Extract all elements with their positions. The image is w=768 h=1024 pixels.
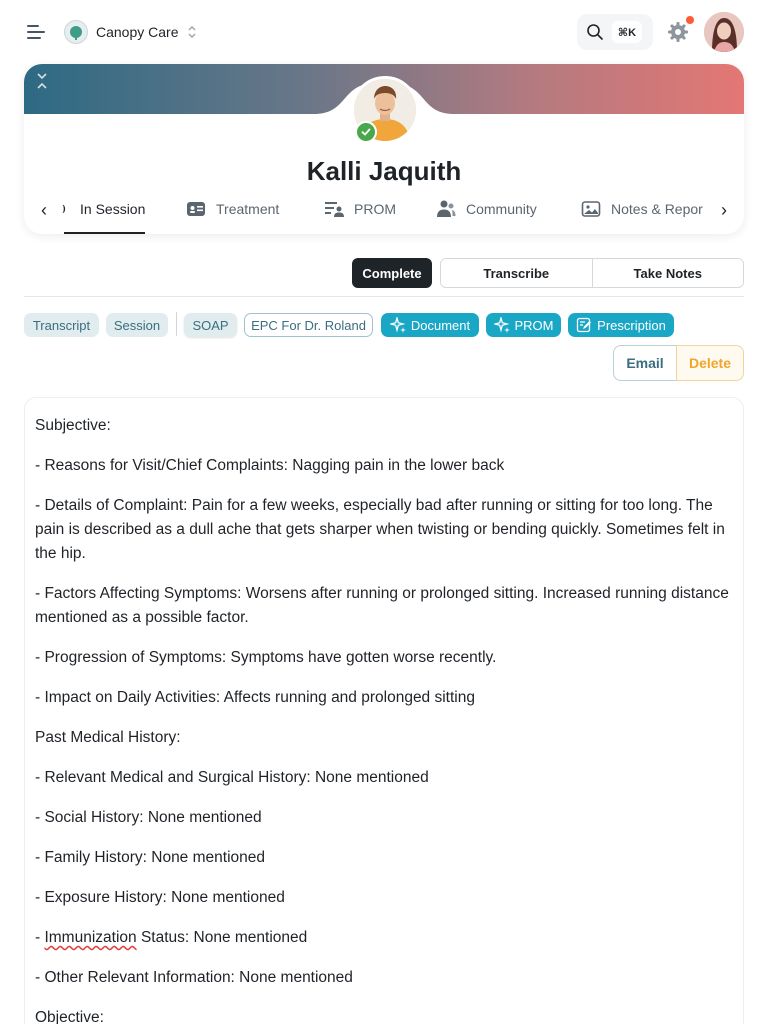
search-icon <box>586 23 604 41</box>
tab-community[interactable] <box>436 192 537 234</box>
tab-label: In Session <box>80 201 146 217</box>
tab-label: Community <box>466 201 537 217</box>
patient-name: Kalli Jaquith <box>306 156 462 186</box>
note-text: Status: None mentioned <box>136 929 308 946</box>
transcribe-button[interactable]: Transcribe <box>441 259 592 287</box>
note-line: - Social History: None mentioned <box>35 809 262 826</box>
tab-label: PROM <box>354 201 396 217</box>
chip-session[interactable]: Session <box>106 313 168 337</box>
shortcut-badge: ⌘K <box>612 21 642 43</box>
take-notes-button[interactable]: Take Notes <box>592 259 744 287</box>
chevron-up-down-icon <box>187 25 197 39</box>
note-line: - Factors Affecting Symptoms: Worsens after running or prolonged sitting. Increased running distance mentioned as a possible factor. <box>35 585 729 626</box>
image-icon <box>581 199 601 219</box>
sparkle-icon <box>494 317 510 333</box>
note-line: - Reasons for Visit/Chief Complaints: Nagging pain in the lower back <box>35 457 505 474</box>
complete-button[interactable]: Complete <box>352 258 432 288</box>
verified-check-icon <box>355 121 377 143</box>
note-text: - <box>35 929 45 946</box>
tabs-scroll-left-icon[interactable]: ‹ <box>41 200 47 220</box>
list-person-icon <box>324 199 344 219</box>
chip-separator <box>176 312 177 336</box>
chip-epc[interactable]: EPC For Dr. Roland <box>244 313 373 337</box>
patient-profile-card <box>24 64 744 234</box>
top-bar <box>0 0 768 64</box>
tab-in-session[interactable] <box>60 192 145 234</box>
note-line: - Impact on Daily Activities: Affects running and prolonged sitting <box>35 689 475 706</box>
section-divider <box>24 296 744 297</box>
chip-label: Prescription <box>597 317 666 333</box>
spellcheck-word: Immunization <box>44 929 137 946</box>
chip-prescription[interactable] <box>568 313 674 337</box>
menu-icon[interactable] <box>24 20 48 44</box>
tab-treatment[interactable] <box>186 192 279 234</box>
chip-transcript[interactable]: Transcript <box>24 313 99 337</box>
soap-note-editor[interactable] <box>24 397 744 1024</box>
note-line: - Other Relevant Information: None mentioned <box>35 969 353 986</box>
note-line: - Details of Complaint: Pain for a few weeks, especially bad after running or sitting for too long. The pain is described as a dull ache that gets sharper when twisting or bending quickly. Sometimes felt in the hip. <box>35 497 725 562</box>
note-line: - Exposure History: None mentioned <box>35 889 285 906</box>
note-line <box>35 926 733 950</box>
clinic-logo-icon <box>64 20 88 44</box>
note-heading-past-medical-history: Past Medical History: <box>35 729 181 746</box>
sparkle-icon <box>390 317 406 333</box>
search-button[interactable] <box>577 14 653 50</box>
clinic-switcher[interactable] <box>64 19 197 45</box>
active-tab-indicator <box>64 232 145 234</box>
session-icon <box>60 199 72 219</box>
id-card-icon <box>186 199 206 219</box>
users-icon <box>436 199 456 219</box>
note-heading-subjective: Subjective: <box>35 417 111 434</box>
chip-label: Document <box>410 317 471 333</box>
note-line: - Relevant Medical and Surgical History: None mentioned <box>35 769 429 786</box>
chip-soap[interactable]: SOAP <box>184 313 237 337</box>
chip-prom[interactable] <box>486 313 561 337</box>
settings-gear-icon[interactable] <box>666 20 690 44</box>
tab-label: Notes & Repor <box>611 201 703 217</box>
tab-notes-reports[interactable] <box>581 192 703 234</box>
patient-tabs <box>24 192 744 234</box>
delete-button[interactable]: Delete <box>676 345 744 381</box>
collapse-chevrons-icon[interactable] <box>34 70 50 92</box>
tab-prom[interactable] <box>324 192 396 234</box>
clinic-name: Canopy Care <box>96 24 179 40</box>
note-line: - Family History: None mentioned <box>35 849 265 866</box>
chip-label: PROM <box>514 317 554 333</box>
note-heading-objective: Objective: <box>35 1009 104 1024</box>
chip-document[interactable] <box>381 313 479 337</box>
tab-label: Treatment <box>216 201 280 217</box>
user-avatar[interactable] <box>704 12 744 52</box>
session-mode-group <box>440 258 744 288</box>
tabs-scroll-right-icon[interactable]: › <box>721 200 727 220</box>
notification-dot <box>686 16 694 24</box>
email-button[interactable]: Email <box>613 345 676 381</box>
edit-document-icon <box>576 317 592 333</box>
note-line: - Progression of Symptoms: Symptoms have gotten worse recently. <box>35 649 497 666</box>
